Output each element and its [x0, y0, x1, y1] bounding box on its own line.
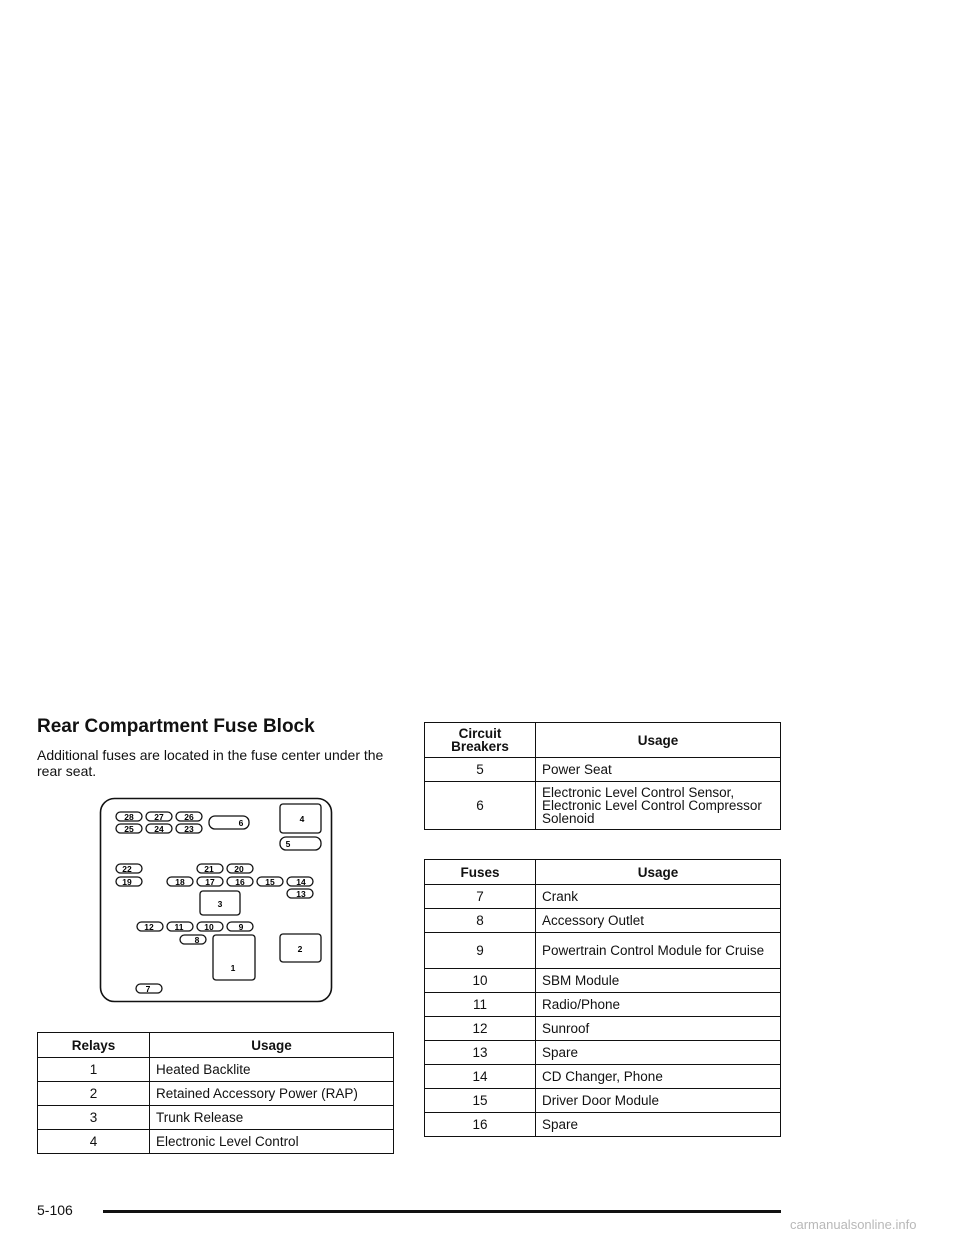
fuse-slot [227, 922, 253, 932]
relay-usage: Trunk Release [150, 1106, 394, 1130]
fuse-usage: Sunroof [536, 1017, 781, 1041]
fuse-number: 11 [425, 993, 536, 1017]
circuit-breaker-slot [209, 816, 249, 829]
svg-text:14: 14 [296, 877, 306, 887]
fuse-slot [176, 824, 202, 834]
svg-text:23: 23 [184, 824, 194, 834]
fuse-slot [287, 877, 313, 887]
table-row [425, 782, 781, 830]
fuse-slot [176, 812, 202, 822]
relay-slot [280, 934, 321, 962]
fuse-slot [197, 922, 223, 932]
svg-text:11: 11 [174, 922, 184, 932]
watermark: carmanualsonline.info [790, 1217, 917, 1232]
relay-slot [200, 891, 240, 915]
fuse-slot [116, 812, 142, 822]
column-header: Usage [150, 1033, 394, 1058]
fuse-usage: CD Changer, Phone [536, 1065, 781, 1089]
svg-text:15: 15 [265, 877, 275, 887]
fuse-slot [146, 824, 172, 834]
table-row [425, 885, 781, 909]
svg-text:18: 18 [175, 877, 185, 887]
fuse-slot [136, 984, 162, 994]
svg-text:17: 17 [205, 877, 215, 887]
svg-text:12: 12 [144, 922, 154, 932]
fuse-number: 10 [425, 969, 536, 993]
table-row [425, 1089, 781, 1113]
fuse-number: 16 [425, 1113, 536, 1137]
svg-text:26: 26 [184, 812, 194, 822]
table-row [425, 1113, 781, 1137]
fuse-usage: Radio/Phone [536, 993, 781, 1017]
table-row [38, 1058, 394, 1082]
svg-text:5: 5 [285, 839, 291, 849]
breaker-usage: Power Seat [536, 758, 781, 782]
fuse-slot [116, 877, 142, 887]
relay-number: 3 [38, 1106, 150, 1130]
svg-text:7: 7 [145, 984, 151, 994]
fuse-slot [137, 922, 163, 932]
fuse-slot [197, 864, 223, 874]
fuse-slot [116, 864, 142, 874]
circuit-breaker-slot [280, 837, 321, 850]
fuse-number: 7 [425, 885, 536, 909]
svg-text:19: 19 [122, 877, 132, 887]
svg-text:10: 10 [204, 922, 214, 932]
svg-text:28: 28 [124, 812, 134, 822]
fuse-slot [180, 935, 206, 945]
fuse-slot [116, 824, 142, 834]
fuse-number: 14 [425, 1065, 536, 1089]
fuse-usage: Powertrain Control Module for Cruise [536, 933, 781, 969]
svg-text:4: 4 [299, 814, 305, 824]
fuse-slot [167, 877, 193, 887]
table-row [425, 993, 781, 1017]
relays-table [37, 1032, 394, 1154]
table-row [425, 1065, 781, 1089]
intro-text: Additional fuses are located in the fuse center under the rear seat. [37, 747, 384, 779]
fuse-number: 12 [425, 1017, 536, 1041]
fuses-table [424, 859, 781, 1137]
svg-text:1: 1 [230, 963, 236, 973]
relay-usage: Heated Backlite [150, 1058, 394, 1082]
column-header: Fuses [425, 860, 536, 885]
fuse-slot [146, 812, 172, 822]
breaker-number: 5 [425, 758, 536, 782]
svg-text:8: 8 [194, 935, 200, 945]
svg-text:9: 9 [238, 922, 244, 932]
relay-number: 4 [38, 1130, 150, 1154]
relay-usage: Electronic Level Control [150, 1130, 394, 1154]
fuse-usage: Spare [536, 1113, 781, 1137]
fuse-usage: Accessory Outlet [536, 909, 781, 933]
table-row [425, 1041, 781, 1065]
table-row [425, 1017, 781, 1041]
svg-text:22: 22 [122, 864, 132, 874]
fuse-block-diagram [99, 797, 333, 1003]
fuse-slot [287, 889, 313, 899]
footer-rule [103, 1210, 781, 1213]
fuse-slot [197, 877, 223, 887]
page-number: 5-106 [37, 1202, 73, 1218]
relay-number: 1 [38, 1058, 150, 1082]
svg-text:27: 27 [154, 812, 164, 822]
fuse-usage: Spare [536, 1041, 781, 1065]
fuse-usage: SBM Module [536, 969, 781, 993]
svg-text:20: 20 [234, 864, 244, 874]
svg-text:3: 3 [217, 899, 223, 909]
table-row [425, 933, 781, 969]
relay-slot [213, 935, 255, 980]
fuse-slot [257, 877, 283, 887]
table-row [425, 969, 781, 993]
table-row [38, 1082, 394, 1106]
fuse-slot [227, 877, 253, 887]
circuit-breakers-table [424, 722, 781, 830]
fuse-number: 9 [425, 933, 536, 969]
svg-text:21: 21 [204, 864, 214, 874]
column-header: Usage [536, 723, 781, 758]
table-row [38, 1130, 394, 1154]
svg-text:2: 2 [297, 944, 303, 954]
svg-text:24: 24 [154, 824, 164, 834]
column-header: Relays [38, 1033, 150, 1058]
svg-text:13: 13 [296, 889, 306, 899]
breaker-number: 6 [425, 782, 536, 830]
fuse-slot [167, 922, 193, 932]
fuse-usage: Driver Door Module [536, 1089, 781, 1113]
column-header: Usage [536, 860, 781, 885]
breaker-usage: Electronic Level Control Sensor, Electronic Level Control Compressor Solenoid [536, 782, 781, 830]
fuse-number: 13 [425, 1041, 536, 1065]
section-title: Rear Compartment Fuse Block [37, 716, 315, 737]
relay-usage: Retained Accessory Power (RAP) [150, 1082, 394, 1106]
table-row [425, 909, 781, 933]
table-row [38, 1106, 394, 1130]
relay-slot [280, 804, 321, 833]
table-row [425, 758, 781, 782]
svg-text:25: 25 [124, 824, 134, 834]
svg-text:16: 16 [235, 877, 245, 887]
fuse-usage: Crank [536, 885, 781, 909]
relay-number: 2 [38, 1082, 150, 1106]
svg-text:6: 6 [238, 818, 244, 828]
fuse-number: 8 [425, 909, 536, 933]
fuse-slot [227, 864, 253, 874]
fuse-number: 15 [425, 1089, 536, 1113]
column-header: Circuit Breakers [425, 723, 536, 758]
